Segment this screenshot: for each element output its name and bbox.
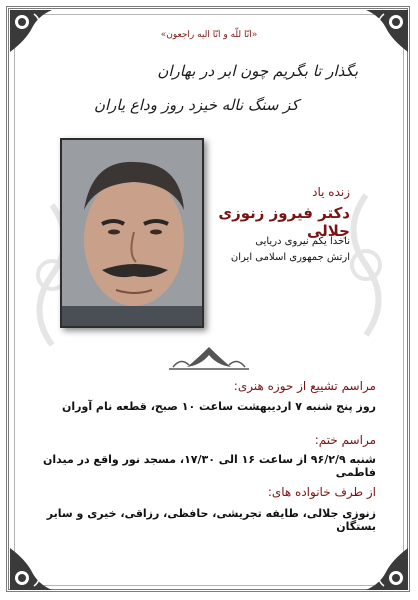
portrait-photo [60, 138, 204, 328]
deceased-name: دکتر فیروز زنوزی جلالی [218, 204, 350, 240]
family-heading: از طرف خانواده های: [267, 485, 376, 499]
funeral-details: روز پنج شنبه ۷ اردیبهشت ساعت ۱۰ صبح، قطعه نام آوران [61, 400, 376, 413]
memorial-service-details: شنبه ۹۶/۲/۹ از ساعت ۱۶ الی ۱۷/۳۰، مسجد نور واقع در میدان فاطمی [42, 453, 376, 479]
quran-verse: «انّا للّه و انّا اليه راجعون» [160, 30, 258, 40]
deceased-title-line-1: ناخدا یکم نیروی دریایی [255, 236, 350, 247]
deceased-title-line-2: ارتش جمهوری اسلامی ایران [230, 252, 350, 263]
floral-corner-icon [364, 546, 410, 592]
memorial-label: زنده یاد [312, 185, 350, 199]
floral-corner-icon [8, 546, 54, 592]
poem-line-1: بگذار تا بگریم چون ابر در بهاران [157, 62, 358, 80]
memorial-service-heading: مراسم ختم: [314, 433, 376, 447]
poem-line-2: کز سنگ ناله خیزد روز وداع یاران [94, 96, 299, 114]
funeral-heading: مراسم تشییع از حوزه هنری: [233, 379, 376, 393]
ornament-divider-icon [167, 345, 251, 373]
family-names: زنوزی جلالی، طایفه تجریشی، حافظی، رزاقی، خیری و سایر بستگان [46, 507, 376, 533]
